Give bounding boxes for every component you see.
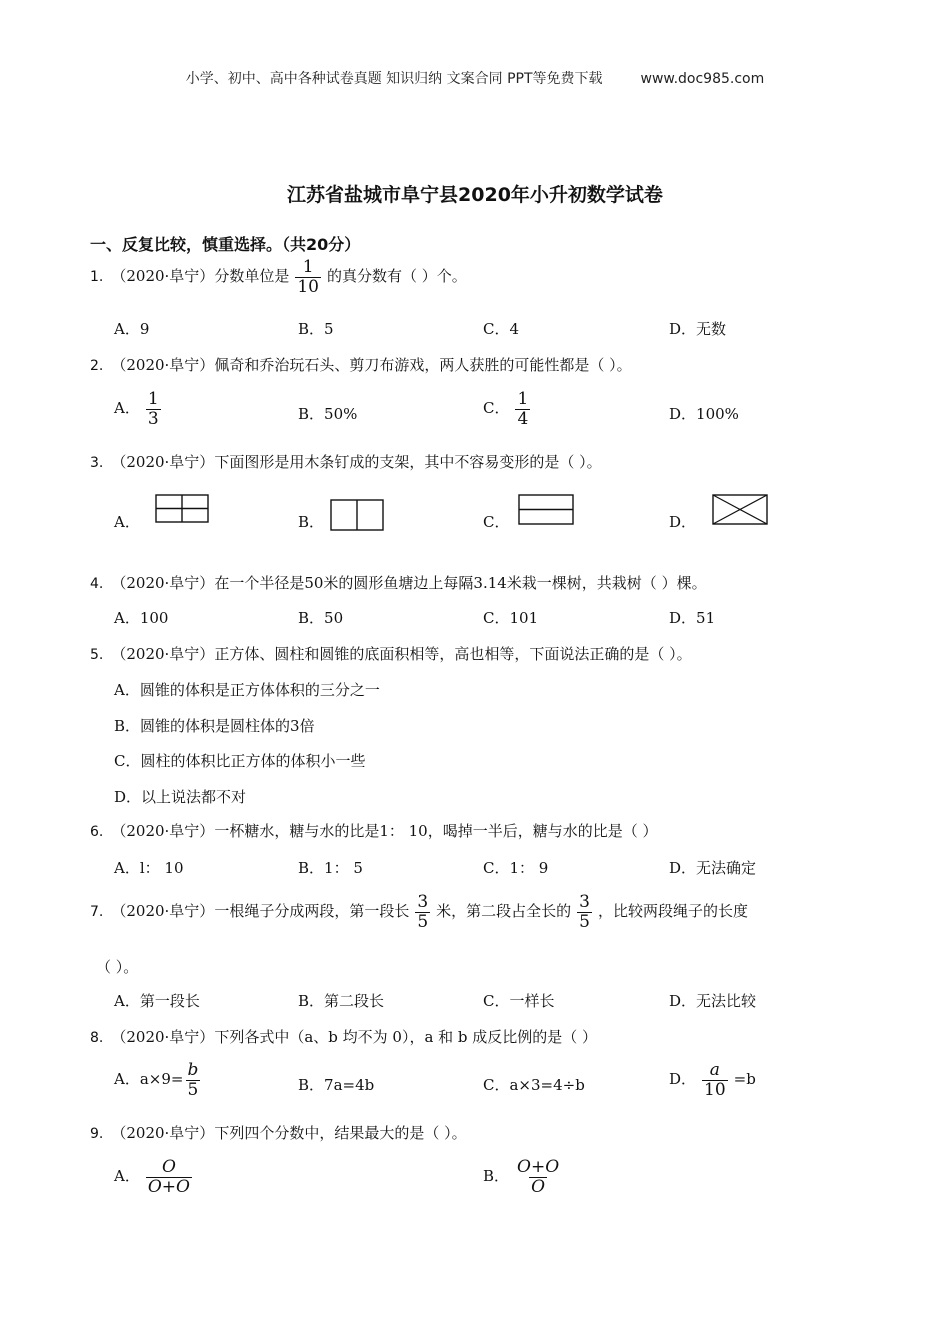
question-6 [90, 820, 657, 841]
question-source: （2020·阜宁） [111, 902, 215, 921]
question-number: 4. [90, 576, 104, 592]
option-a[interactable]: A． $\frac{O}{O+O}$ [114, 1157, 190, 1197]
fraction: $\frac{1}{4}$ [517, 389, 529, 429]
option-a[interactable]: A． $\frac{1}{3}$ [114, 389, 159, 429]
question-text: ，比较两段绳子的长度 [598, 902, 749, 921]
fraction: $\frac{b}{5}$ [187, 1060, 199, 1100]
question-source: （2020·阜宁） [111, 453, 215, 471]
option-b[interactable]: B．7a=4b [298, 1076, 375, 1094]
frame-horizontal-split-figure [518, 494, 576, 526]
fraction: $\frac{3}{5}$ [417, 892, 429, 932]
option-d[interactable]: D．100% [669, 405, 739, 423]
fraction: $\frac{a}{10}$ [704, 1060, 726, 1100]
option-a[interactable]: A．100 [114, 609, 169, 627]
fraction: $\frac{1}{10}$ [297, 257, 319, 297]
option-d[interactable]: D．以上说法都不对 [114, 788, 247, 806]
option-a[interactable]: A．l： 10 [114, 859, 184, 877]
option-b[interactable]: B．50% [298, 405, 358, 423]
question-number: 8. [90, 1030, 104, 1046]
option-a[interactable]: A． [114, 513, 140, 531]
option-c[interactable]: C．1： 9 [483, 859, 549, 877]
option-c[interactable]: C． [483, 513, 510, 531]
question-number: 1. [90, 269, 104, 286]
header-text: 小学、初中、高中各种试卷真题 知识归纳 文案合同 PPT等免费下载 [185, 71, 603, 87]
question-text: 分数单位是 [214, 267, 290, 286]
question-source: （2020·阜宁） [111, 645, 215, 663]
fraction: $\frac{O}{O+O}$ [147, 1157, 190, 1197]
question-text: 下面图形是用木条钉成的支架，其中不容易变形的是（ ）。 [214, 453, 602, 471]
question-number: 9. [90, 1126, 104, 1142]
question-2 [90, 354, 632, 375]
question-text: 在一个半径是50米的圆形鱼塘边上每隔3.14米栽一棵树，共栽树（ ）棵。 [214, 574, 707, 592]
option-a[interactable]: A．a×9= $\frac{b}{5}$ [114, 1060, 199, 1100]
question-source: （2020·阜宁） [111, 822, 215, 840]
question-source: （2020·阜宁） [111, 1124, 215, 1142]
question-number: 5. [90, 647, 104, 663]
question-number: 2. [90, 358, 104, 374]
page-title: 江苏省盐城市阜宁县2020年小升初数学试卷 [287, 184, 663, 206]
question-source: （2020·阜宁） [111, 1028, 215, 1046]
option-d[interactable]: D．无法确定 [669, 859, 757, 877]
option-c[interactable]: C．a×3=4÷b [483, 1076, 585, 1094]
option-c[interactable]: C．101 [483, 609, 539, 627]
question-text: 米，第二段占全长的 [436, 902, 572, 921]
option-b[interactable]: B．50 [298, 609, 344, 627]
question-number: 6. [90, 824, 104, 840]
question-source: （2020·阜宁） [111, 267, 215, 286]
question-3 [90, 451, 602, 472]
question-text: 正方体、圆柱和圆锥的底面积相等，高也相等，下面说法正确的是（ ）。 [214, 645, 692, 663]
question-9 [90, 1122, 467, 1143]
option-a[interactable]: A．第一段长 [114, 992, 200, 1010]
fraction: $\frac{1}{3}$ [147, 389, 159, 429]
frame-vertical-split-figure [330, 499, 386, 532]
question-7-continuation: （ ）。 [96, 958, 139, 976]
question-4 [90, 572, 707, 593]
option-b[interactable]: B．第二段长 [298, 992, 385, 1010]
option-b[interactable]: B．圆锥的体积是圆柱体的3倍 [114, 717, 315, 735]
question-text: 的真分数有（ ）个。 [326, 267, 467, 286]
question-text: 一根绳子分成两段，第一段长 [214, 902, 410, 921]
question-number: 3. [90, 455, 104, 471]
question-5 [90, 643, 692, 664]
option-d[interactable]: D．无法比较 [669, 992, 757, 1010]
option-d[interactable]: D． [669, 513, 697, 531]
option-b[interactable]: B．5 [298, 320, 334, 338]
question-text: 一杯糖水，糖与水的比是1： 10，喝掉一半后，糖与水的比是（ ） [214, 822, 658, 840]
option-b[interactable]: B．1： 5 [298, 859, 363, 877]
option-b[interactable]: B． $\frac{O+O}{O}$ [483, 1157, 560, 1197]
question-1 [90, 258, 467, 296]
question-text: 下列四个分数中，结果最大的是（ ）。 [214, 1124, 467, 1142]
header-site[interactable]: www.doc985.com [640, 71, 765, 87]
question-8 [90, 1026, 597, 1047]
frame-cross-brace-figure [712, 494, 770, 526]
question-source: （2020·阜宁） [111, 574, 215, 592]
page-header [0, 68, 950, 88]
question-number: 7. [90, 904, 104, 921]
option-b[interactable]: B． [298, 513, 325, 531]
option-c[interactable]: C．圆柱的体积比正方体的体积小一些 [114, 752, 366, 770]
option-d[interactable]: D． $\frac{a}{10}$ =b [669, 1060, 756, 1100]
question-7 [90, 893, 748, 931]
question-text: 佩奇和乔治玩石头、剪刀布游戏，两人获胜的可能性都是（ ）。 [214, 356, 632, 374]
fraction: $\frac{3}{5}$ [579, 892, 590, 932]
frame-grid-four-figure [155, 494, 211, 524]
section-heading: 一、反复比较，慎重选择。（共20分） [90, 235, 361, 254]
question-text: 下列各式中（a、b 均不为 0），a 和 b 成反比例的是（ ） [214, 1028, 598, 1046]
option-c[interactable]: C．一样长 [483, 992, 555, 1010]
question-source: （2020·阜宁） [111, 356, 215, 374]
option-a[interactable]: A．圆锥的体积是正方体体积的三分之一 [114, 681, 380, 699]
option-c[interactable]: C． $\frac{1}{4}$ [483, 389, 529, 429]
option-d[interactable]: D．51 [669, 609, 716, 627]
option-a[interactable]: A．9 [114, 320, 150, 338]
option-c[interactable]: C．4 [483, 320, 520, 338]
option-d[interactable]: D．无数 [669, 320, 727, 338]
fraction: $\frac{O+O}{O}$ [517, 1157, 560, 1197]
